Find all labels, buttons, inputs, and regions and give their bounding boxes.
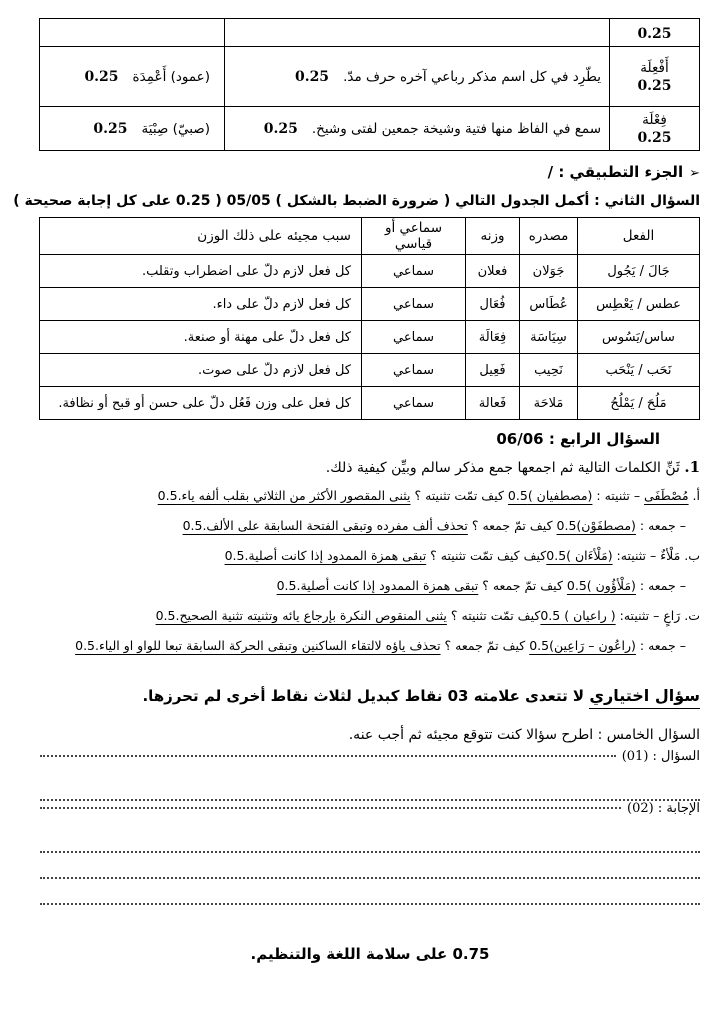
rule-cell	[225, 47, 610, 107]
optional-question-rest: لا تتعدى علامته 03 نقاط كبديل لثلاث نقاط أخرى لم تحرزها.	[142, 687, 590, 705]
table-row	[40, 107, 700, 151]
score-value: 0.25	[637, 129, 672, 146]
separator-text: – تثنيته:	[612, 548, 661, 563]
verb-cell: جَالَ / يَجُول	[578, 255, 700, 288]
question-text: كيف تمّ جمعه ؟	[440, 638, 530, 653]
answer-rule: يثنى المقصور الأكثر من الثلاثي بقلب ألفه ياء.0.5	[157, 488, 411, 503]
question-label: السؤال : (01)	[621, 749, 700, 764]
applied-part-label: الجزء التطبيقي : /	[547, 163, 684, 181]
item-letter: أ.	[688, 488, 700, 503]
plural-patterns-table	[39, 18, 700, 151]
pattern-cell	[610, 107, 700, 151]
verb-cell: ساس/يَسُوس	[578, 321, 700, 354]
pattern-cell: فعلان	[466, 255, 520, 288]
verb-cell: عطس / يَعْطِس	[578, 288, 700, 321]
score-value: 0.25	[263, 120, 298, 137]
dotted-writing-line	[40, 853, 700, 879]
dotted-writing-line	[40, 807, 621, 809]
answer-rule: تحذف ألف مفرده وتبقى الفتحة السابقة على الألف.0.5	[182, 518, 468, 533]
dotted-writing-line	[40, 879, 700, 905]
pattern-cell	[610, 47, 700, 107]
rule-cell	[225, 19, 610, 47]
rule-text: سمع في الفاظ منها فتية وشيخة جمعين لفتى وشيخ.	[311, 120, 601, 137]
cause-cell: كل فعل لازم دلّ على صوت.	[40, 354, 362, 387]
answer-plural: (راعُون – رَاعِين)0.5	[529, 638, 636, 653]
dotted-writing-line	[40, 827, 700, 853]
pattern-cell: فَعالة	[466, 387, 520, 420]
word-singular: مَلْأءٌ	[660, 548, 681, 563]
pattern-word: أَفْعِلَة	[640, 59, 669, 76]
word-singular: رَاعٍ	[663, 608, 681, 623]
word-singular: مُصْطَفَى	[644, 488, 689, 503]
item-letter: ت.	[680, 608, 700, 623]
separator-text: – تثنيته :	[592, 488, 645, 503]
pattern-cell: فَعِيل	[466, 354, 520, 387]
question5-text: السؤال الخامس : اطرح سؤالا كنت تتوقع مجيئه ثم أجب عنه.	[348, 727, 700, 743]
item-b-dual-line	[40, 546, 700, 566]
example-cell	[40, 19, 225, 47]
score-value: 0.25	[637, 77, 672, 94]
answer-dual: (مَلْأءَان )0.5	[546, 548, 613, 563]
table-row	[40, 255, 700, 288]
type-cell: سماعي	[362, 354, 466, 387]
answer-rule: تبقى همزة الممدود إذا كانت أصلية.0.5	[224, 548, 427, 563]
arrowhead-bullet-icon: ➢	[689, 166, 700, 181]
answer-rule: يثنى المنقوص النكرة بإرجاع يائه وتثنيته تثنية الصحيح.0.5	[155, 608, 447, 623]
plural-label: – جمعه :	[635, 638, 686, 653]
column-header: الفعل	[578, 218, 700, 255]
answer-plural: (مَلْأؤُون )0.5	[566, 578, 636, 593]
item-t-dual-line	[40, 606, 700, 626]
separator-text: – تثنيته:	[615, 608, 664, 623]
answer-plural: (مصطفَوْن)0.5	[556, 518, 636, 533]
example-text: (عمود) أَعْمِدَة	[132, 68, 210, 85]
answer-label: الإجابة : (02)	[627, 801, 700, 816]
verb-masdar-table	[39, 217, 700, 420]
item-t-plural-line	[40, 636, 700, 656]
cause-cell: كل فعل دلّ على مهنة أو صنعة.	[40, 321, 362, 354]
question-text: كيف تمّت تثنيته ؟	[410, 488, 508, 503]
item-letter: ب.	[680, 548, 700, 563]
item-b-plural-line	[40, 576, 700, 596]
dotted-writing-line	[40, 755, 616, 757]
type-cell: سماعي	[362, 321, 466, 354]
table-row	[40, 354, 700, 387]
masdar-cell: سِيَاسَة	[520, 321, 578, 354]
answer-dual: (مصطفيان )0.5	[507, 488, 593, 503]
question-answer-line	[40, 749, 700, 775]
score-value: 0.25	[84, 68, 119, 85]
cause-cell: كل فعل لازم دلّ على اضطراب وتقلب.	[40, 255, 362, 288]
question-text: كيف تمّ جمعه ؟	[478, 578, 567, 593]
score-value: 0.25	[637, 25, 672, 42]
masdar-cell: نَحِيب	[520, 354, 578, 387]
score-value: 0.25	[294, 68, 330, 85]
applied-part-heading	[40, 163, 700, 181]
table-row	[40, 288, 700, 321]
example-cell	[40, 107, 225, 151]
pattern-cell	[610, 19, 700, 47]
question-text: كيف تمّ جمعه ؟	[467, 518, 557, 533]
dotted-writing-line	[40, 775, 700, 801]
question4-intro	[40, 458, 700, 476]
question-text: كيف تمّت تثنيته ؟	[446, 608, 541, 623]
question2-heading: السؤال الثاني : أكمل الجدول التالي ( ضرورة الضبط بالشكل ) 05/05 ( 0.25 على كل إجابة صحيحة )	[13, 193, 700, 209]
question-text: كيف كيف تمّت تثنيته ؟	[426, 548, 547, 563]
masdar-cell: عُطَاس	[520, 288, 578, 321]
type-cell: سماعي	[362, 288, 466, 321]
rule-cell	[225, 107, 610, 151]
plural-label: – جمعه :	[635, 578, 686, 593]
pattern-word: فِعْلَة	[642, 111, 667, 128]
example-cell	[40, 47, 225, 107]
cause-cell: كل فعل لازم دلّ على داء.	[40, 288, 362, 321]
rule-text: يطّرِد في كل اسم مذكر رباعي آخره حرف مدّ.	[343, 68, 601, 85]
table-row	[40, 47, 700, 107]
table-row	[40, 387, 700, 420]
item-a-plural-line	[40, 516, 700, 536]
answer-rule: تبقى همزة الممدود إذا كانت أصلية.0.5	[276, 578, 479, 593]
plural-label: – جمعه :	[635, 518, 686, 533]
verb-cell: مَلُحَ / يَمْلُحُ	[578, 387, 700, 420]
example-text: (صبيّ) صِبْيَة	[141, 120, 210, 137]
score-value: 0.25	[93, 120, 128, 137]
optional-question-title: سؤال اختياري	[589, 686, 700, 709]
pattern-cell: فِعَالَة	[466, 321, 520, 354]
question4-heading: السؤال الرابع : 06/06	[496, 430, 660, 448]
item-a-dual-line	[40, 486, 700, 506]
intro-text: ثَنِّ الكلمات التالية ثم اجمعها جمع مذكر سالم وبيِّن كيفية ذلك.	[325, 460, 685, 476]
column-header: سماعي أو قياسي	[362, 218, 466, 255]
optional-question-heading	[40, 686, 700, 705]
answer-area	[40, 749, 700, 905]
cause-cell: كل فعل على وزن فَعُل دلّ على حسن أو قبح أو نظافة.	[40, 387, 362, 420]
table-row	[40, 19, 700, 47]
column-header: وزنه	[466, 218, 520, 255]
type-cell: سماعي	[362, 387, 466, 420]
verb-cell: نَحَب / يَنْحَب	[578, 354, 700, 387]
column-header: مصدره	[520, 218, 578, 255]
column-header: سبب مجيئه على ذلك الوزن	[40, 218, 362, 255]
grading-note: 0.75 على سلامة اللغة والتنظيم.	[250, 945, 490, 963]
masdar-cell: جَوَلان	[520, 255, 578, 288]
pattern-cell: فُعَال	[466, 288, 520, 321]
type-cell: سماعي	[362, 255, 466, 288]
table-row	[40, 321, 700, 354]
answer-rule: تحذف ياؤه لالتقاء الساكنين وتبقى الحركة السابقة تبعا للواو او الياء.0.5	[75, 638, 441, 653]
table-header-row	[40, 218, 700, 255]
answer-answer-line	[40, 801, 700, 827]
answer-dual: ( راعيان ) 0.5	[540, 608, 616, 623]
masdar-cell: مَلاحَة	[520, 387, 578, 420]
item-number: 1.	[684, 458, 700, 476]
